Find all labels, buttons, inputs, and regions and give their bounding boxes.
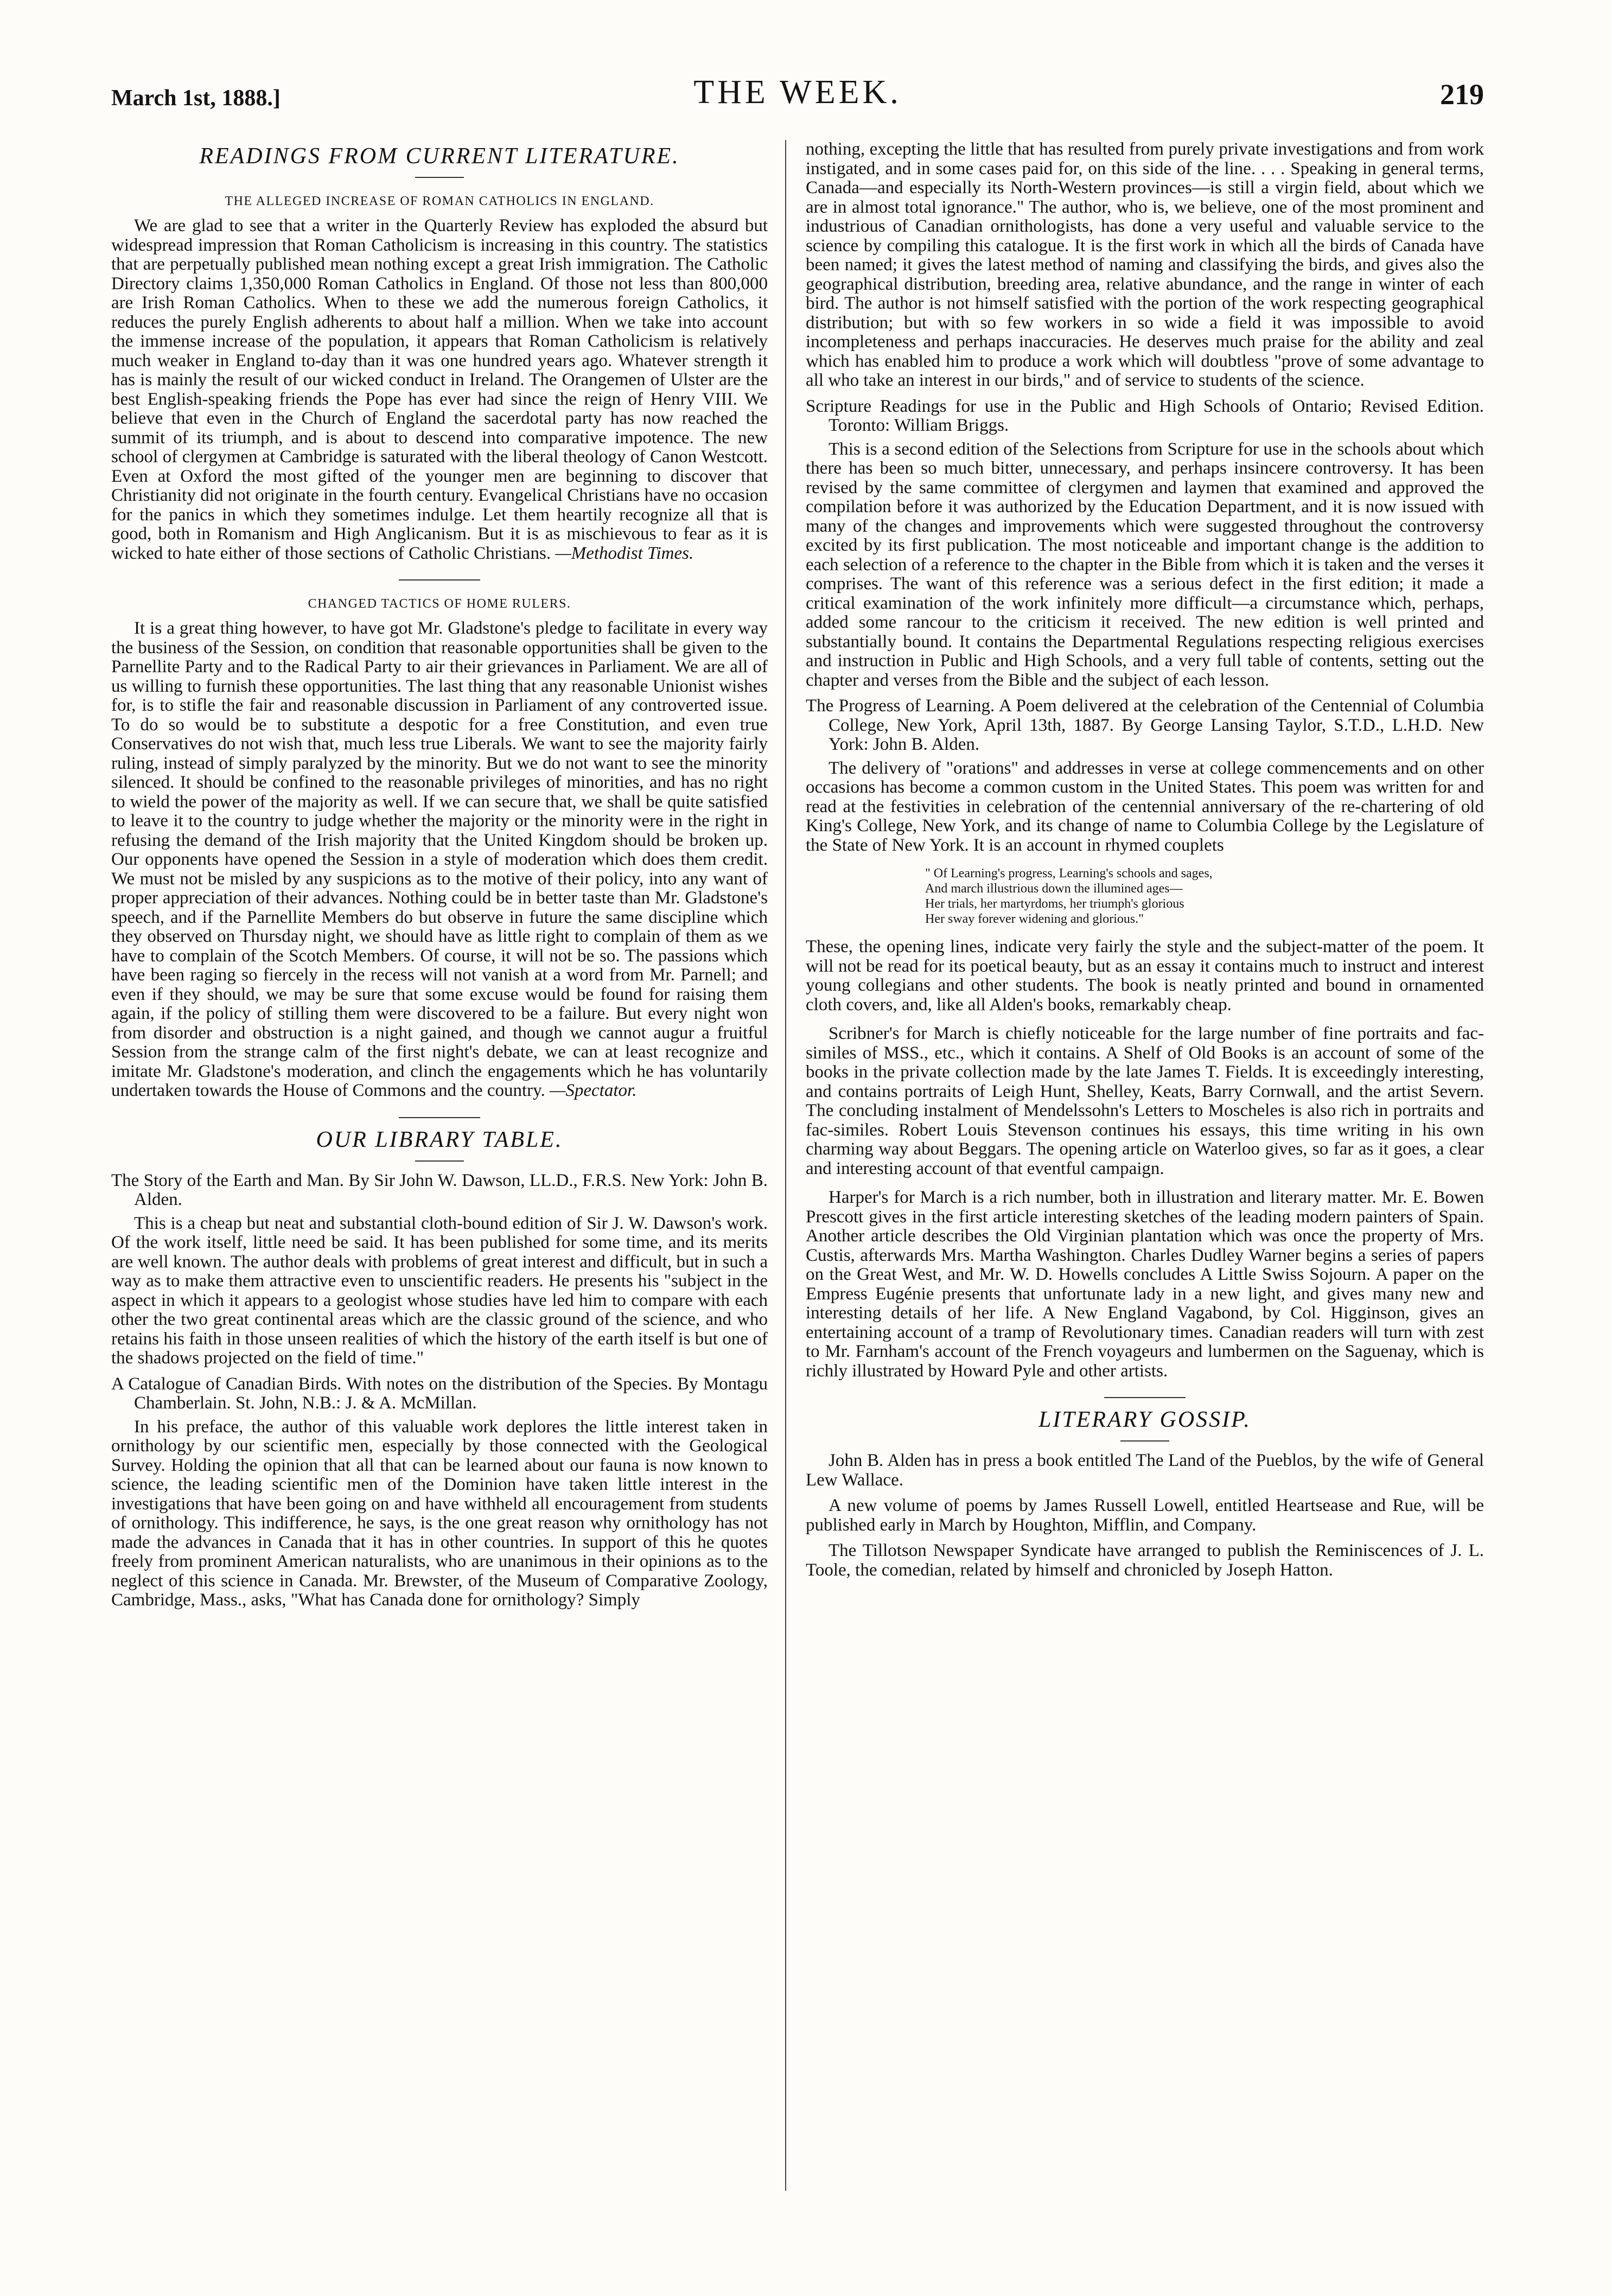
issue-date: March 1st, 1888.]: [111, 86, 281, 111]
article-body: We are glad to see that a writer in the Quarterly Review has exploded the absurd but widespread impression that Roman Catholicism is increasing in this country. The statistics that are perpetually published mean nothing except a great Irish immigration. The Catholic Directory claims 1,350,000 Roman Catholics in England. Of those not less than 800,000 are Irish Roman Catholics. When to these we add the numerous foreign Catholics, it reduces the purely English adherents to about half a million. When we take into account the immense increase of the population, it appears that Roman Catholicism is relatively much weaker in England to-day than it was one hundred years ago. Whatever strength it has is mainly the result of our wicked conduct in Ireland. The Orangemen of Ulster are the best English-speaking friends the Pope has ever had since the reign of Henry VIII. We believe that even in the Church of England the sacerdotal party has now reached the summit of its triumph, and is about to descend into comparative impotence. The new school of clergymen at Cambridge is saturated with the liberal theology of Canon Westcott. Even at Oxford the most gifted of the younger men are beginning to discover that Christianity did not originate in the fourth century. Evangelical Christians have no occasion for the panics in which they sometimes indulge. Let them heartily recognize all that is good, both in Romanism and High Anglicanism. But it is as mischievous to fear as it is wicked to hate either of those sections of Catholic Christians. —Methodist Times.: [111, 216, 768, 563]
book-review: These, the opening lines, indicate very fairly the style and the subject-matter of the poem. It will not be read for its poetical beauty, but as an essay it contains much to instruct and interest young collegians and other students. The book is neatly printed and bound in ornamented cloth covers, and, like all Alden's books, remarkably cheap.: [806, 937, 1484, 1015]
section-divider: [1104, 1397, 1186, 1398]
article-source: —Methodist Times.: [555, 543, 694, 563]
book-entry: The Story of the Earth and Man. By Sir John W. Dawson, LL.D., F.R.S. New York: John B. Alden.: [111, 1170, 768, 1209]
article-title: THE ALLEGED INCREASE OF ROMAN CATHOLICS IN ENGLAND.: [225, 194, 654, 208]
poem-line: " Of Learning's progress, Learning's schools and sages,: [925, 866, 1213, 881]
article-body: It is a great thing however, to have got Mr. Gladstone's pledge to facilitate in every way the business of the Session, on condition that reasonable opportunities shall be given to the Parnellite Party and to the Radical Party to air their grievances in Parliament. We are all of us willing to furnish these opportunities. The last thing that any reasonable Unionist wishes for, is to stifle the fair and reasonable discussion in Parliament of any controverted issue. To do so would be to substitute a despotic for a free Constitution, and even true Conservatives do not wish that, much less true Liberals. We want to see the majority fairly ruling, instead of simply paralyzed by the minority. But we do not want to see the minority silenced. It should be confined to the reasonable privileges of minorities, and has no right to wield the power of the majority as well. If we can secure that, we shall be quite satisfied to leave it to the country to judge whether the majority or the minority were in the right in refusing the demand of the Irish majority that the United Kingdom should be broken up. Our opponents have opened the Session in a style of moderation which does them credit. We must not be misled by any suspicions as to the motive of their policy, into any want of proper appreciation of their advances. Nothing could be in better taste than Mr. Gladstone's speech, and if the Parnellite Members do but observe in future the same discipline which they observed on Thursday night, we should have as little right to complain of them as we have to complain of the Scotch Members. Of course, it will not be so. The passions which have been raging so fiercely in the recess will not vanish at a word from Mr. Parnell; and even if they should, we may be sure that some excuse would be found for raising them again, if the policy of stilling them were discovered to be a failure. But every night won from disorder and obstruction is a night gained, and though we cannot augur a fruitful Session from the strange calm of the first night's debate, we can at least recognize and imitate Mr. Gladstone's moderation, and clinch the engagements which he has voluntarily undertaken towards the House of Commons and the country. —Spectator.: [111, 618, 768, 1100]
article-divider: [399, 579, 480, 581]
gossip-item: John B. Alden has in press a book entitled The Land of the Pueblos, by the wife of General Lew Wallace.: [806, 1451, 1484, 1490]
page-header: [111, 73, 1484, 122]
article-title: CHANGED TACTICS OF HOME RULERS.: [308, 597, 571, 611]
book-entry: Scripture Readings for use in the Public and High Schools of Ontario; Revised Edition. Toronto: William Briggs.: [806, 396, 1484, 435]
right-column: [806, 140, 1484, 1580]
poem-quote: [925, 866, 1484, 927]
book-review: In his preface, the author of this valuable work deplores the little interest taken in ornithology by our scientific men, especially by those connected with the Geological Survey. Holding the opinion that all that can be learned about our fauna is now known to science, the leading scientific men of the Dominion have taken little interest in the investigations that have been going on and have withheld all encouragement from students of ornithology. This indifference, he says, is the one great reason why ornithology has not made the advances in Canada that it has in other countries. In support of this he quotes freely from prominent American naturalists, who are unanimous in their opinions as to the neglect of this science in Canada. Mr. Brewster, of the Museum of Comparative Zoology, Cambridge, Mass., asks, "What has Canada done for ornithology? Simply: [111, 1417, 768, 1610]
readings-heading: READINGS FROM CURRENT LITERATURE.: [199, 144, 680, 169]
book-entry: A Catalogue of Canadian Birds. With notes on the distribution of the Species. By Montagu Chamberlain. St. John, N.B.: J. & A. McMillan.: [111, 1374, 768, 1413]
section-divider: [399, 1117, 480, 1118]
magazine-notice: Scribner's for March is chiefly noticeable for the large number of fine portraits and fac-similes of MSS., etc., which it contains. A Shelf of Old Books is an account of some of the books in the private collection made by the late James T. Fields. It is exceedingly interesting, and contains portraits of Leigh Hunt, Shelley, Keats, Barry Cornwall, and the artist Severn. The concluding instalment of Mendelssohn's Letters to Moscheles is also rich in portraits and fac-similes. Robert Louis Stevenson continues his essays, this time writing in his own charming way about Beggars. The opening article on Waterloo gives, so far as it goes, a clear and interesting account of that eventful campaign.: [806, 1024, 1484, 1178]
heading-rule: [1120, 1440, 1169, 1442]
book-review: This is a second edition of the Selections from Scripture for use in the schools about which there has been so much bitter, unnecessary, and perhaps insincere controversy. It has been revised by the same committee of clergymen and laymen that examined and approved the compilation before it was authorized by the Education Department, and it is now issued with many of the changes and improvements which were suggested throughout the controversy excited by its first publication. The most noticeable and important change is the addition to each selection of a reference to the chapter in the Bible from which it is taken and the verses it comprises. The want of this reference was a serious defect in the first edition; it made a critical examination of the work infinitely more difficult—a circumstance which, perhaps, added some rancour to the criticism it received. The new edition is well printed and substantially bound. It contains the Departmental Regulations respecting religious exercises and instruction in Public and High Schools, and a very full table of contents, setting out the chapter and verses from the Bible and the subject of each lesson.: [806, 439, 1484, 690]
left-column: [111, 140, 768, 1610]
library-heading: OUR LIBRARY TABLE.: [316, 1127, 563, 1152]
poem-line: And march illustrious down the illumined ages—: [925, 882, 1183, 896]
book-entry: The Progress of Learning. A Poem delivered at the celebration of the Centennial of Columbia College, New York, April 13th, 1887. By George Lansing Taylor, S.T.D., L.H.D. New York: John B. Alden.: [806, 696, 1484, 754]
book-review: This is a cheap but neat and substantial cloth-bound edition of Sir J. W. Dawson's work. Of the work itself, little need be said. It has been published for some time, and its merits are well known. The author deals with problems of great interest and difficult, but in such a way as to make them attractive even to unscientific readers. He presents his "subject in the aspect in which it appears to a geologist whose studies have led him to compare with each other the two great continental areas which are the classic ground of the science, and who retains his faith in those unseen realities of which the history of the earth itself is but one of the shadows projected on the field of time.": [111, 1213, 768, 1368]
article-source: —Spectator.: [550, 1081, 637, 1100]
book-review: The delivery of "orations" and addresses in verse at college commencements and on other occasions has become a common custom in the United States. This poem was written for and read at the festivities in celebration of the centennial anniversary of the re-chartering of old King's College, New York, and its change of name to Columbia College by the Legislature of the State of New York. It is an account in rhymed couplets: [806, 758, 1484, 855]
heading-rule: [415, 1160, 464, 1162]
poem-line: Her sway forever widening and glorious.": [925, 912, 1144, 926]
gossip-heading: LITERARY GOSSIP.: [1038, 1407, 1251, 1432]
book-review-continued: nothing, excepting the little that has resulted from purely private investigations and from work instigated, and in some cases paid for, on this side of the line. . . . Speaking in general terms, Canada—and especially its North-Western provinces—is still a virgin field, about which we are in almost total ignorance." The author, who is, we believe, one of the most prominent and industrious of Canadian ornithologists, has done a very useful and valuable service to the science by compiling this catalogue. It is the first work in which all the birds of Canada have been named; it gives the latest method of naming and classifying the birds, and gives also the geographical distribution, breeding area, relative abundance, and the range in winter of each bird. The author is not himself satisfied with the portion of the work respecting geographical distribution; but with so few workers in so wide a field it was impossible to avoid incompleteness and perhaps inaccuracies. He deserves much praise for the ability and zeal which has enabled him to produce a work which will doubtless "prove of some advantage to all who take an interest in our birds," and of service to students of the science.: [806, 139, 1484, 390]
poem-line: Her trials, her martyrdoms, her triumph's glorious: [925, 897, 1184, 911]
gossip-item: A new volume of poems by James Russell Lowell, entitled Heartsease and Rue, will be published early in March by Houghton, Mifflin, and Company.: [806, 1496, 1484, 1535]
column-divider: [785, 140, 786, 2191]
journal-title: THE WEEK.: [693, 74, 902, 111]
page-number: 219: [1440, 78, 1484, 111]
heading-rule: [415, 177, 464, 178]
gossip-item: The Tillotson Newspaper Syndicate have arranged to publish the Reminiscences of J. L. Toole, the comedian, related by himself and chronicled by Joseph Hatton.: [806, 1541, 1484, 1580]
magazine-notice: Harper's for March is a rich number, both in illustration and literary matter. Mr. E. Bowen Prescott gives in the first article interesting sketches of the leading modern painters of Spain. Another article describes the Old Virginian plantation which was once the property of Mrs. Custis, afterwards Mrs. Martha Washington. Charles Dudley Warner begins a series of papers on the Great West, and Mr. W. D. Howells concludes A Little Swiss Sojourn. A paper on the Empress Eugénie presents that unfortunate lady in a new light, and gives many new and interesting details of her life. A New England Vagabond, by Col. Higginson, gives an entertaining account of a tramp of Revolutionary times. Canadian readers will turn with zest to Mr. Farnham's account of the French voyageurs and lumbermen on the Saguenay, which is richly illustrated by Howard Pyle and other artists.: [806, 1188, 1484, 1381]
